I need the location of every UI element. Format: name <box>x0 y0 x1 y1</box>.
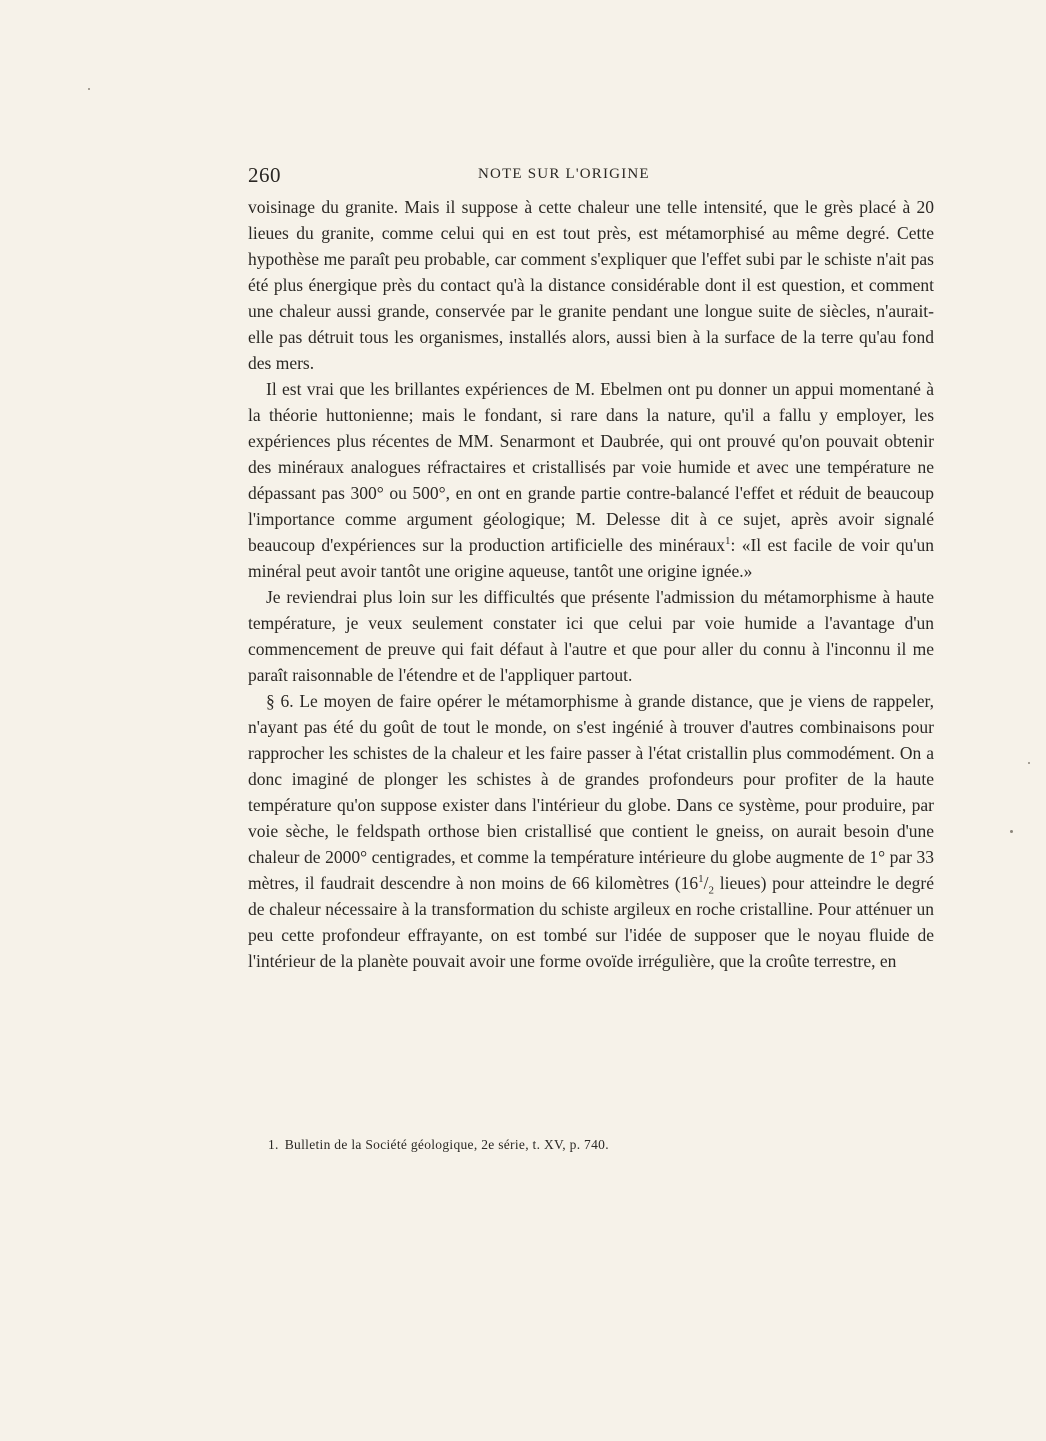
running-head <box>248 163 934 189</box>
paragraph-2-text-b: : «Il est facile de voir qu'un minéral peut avoir tantôt une origine aqueuse, tantôt une origine ignée.» <box>248 535 934 581</box>
footnote <box>268 1136 934 1154</box>
fraction-numerator: 1 <box>698 873 704 886</box>
body-text <box>248 194 934 974</box>
fraction-slash: / <box>703 873 709 893</box>
paragraph-4-text-b: lieues) pour atteindre le degré de chaleur nécessaire à la transformation du schiste argileux en roche cristalline. Pour atténuer un peu cette profondeur effrayante, on est tombé sur l'idée de supposer que le noyau fluide de l'intérieur de la planète pouvait avoir une forme ovoïde irrégulière, que la croûte terrestre, en <box>248 873 934 971</box>
paper-speck <box>1010 830 1013 833</box>
paragraph-4 <box>248 688 934 974</box>
footnote-reference: 1 <box>725 535 731 548</box>
fraction-denominator: 2 <box>708 884 715 897</box>
footnote-text: Bulletin de la Société géologique, 2e série, t. XV, p. 740. <box>284 1137 609 1152</box>
paragraph-1: voisinage du granite. Mais il suppose à cette chaleur une telle intensité, que le grès placé à 20 lieues du granite, comme celui qui en est tout près, est métamorphisé au même degré. Cette hypothèse me paraît peu probable, car comment s'expliquer que l'effet subi par le schiste n'ait pas été plus énergique près du contact qu'à la distance considérable dont il est question, et comment une chaleur aussi grande, conservée par le granite pendant une longue suite de siècles, n'aurait-elle pas détruit tous les organismes, installés alors, aussi bien à la surface de la terre qu'au fond des mers. <box>248 197 934 373</box>
paper-speck <box>88 88 90 90</box>
paper-speck <box>1028 762 1030 764</box>
paragraph-2 <box>248 376 934 584</box>
running-title: NOTE SUR L'ORIGINE <box>478 166 650 182</box>
footnote-number: 1. <box>268 1137 279 1152</box>
page-number: 260 <box>248 163 281 187</box>
paragraph-4-text-a: § 6. Le moyen de faire opérer le métamorphisme à grande distance, que je viens de rappeler, n'ayant pas été du goût de tout le monde, on s'est ingénié à trouver d'autres combinaisons pour rapprocher les schistes de la chaleur et les faire passer à l'état cristallin plus commodément. On a donc imaginé de plonger les schistes à de grandes profondeurs pour profiter de la haute température qu'on suppose exister dans l'intérieur du globe. Dans ce système, pour produire, par voie sèche, le feldspath orthose bien cristallisé que contient le gneiss, on aurait besoin d'une chaleur de 2000° centigrades, et comme la température intérieure du globe augmente de 1° par 33 mètres, il faudrait descendre à non moins de 66 kilomètres (16 <box>248 691 934 893</box>
paragraph-3: Je reviendrai plus loin sur les difficultés que présente l'admission du métamorphisme à haute température, je veux seulement constater ici que celui par voie humide a l'avantage d'un commencement de preuve qui fait défaut à l'autre et que pour aller du connu à l'inconnu il me paraît raisonnable de l'étendre et de l'appliquer partout. <box>248 587 934 685</box>
paragraph-2-text-a: Il est vrai que les brillantes expériences de M. Ebelmen ont pu donner un appui momentané à la théorie huttonienne; mais le fondant, si rare dans la nature, qu'il a fallu y employer, les expériences plus récentes de MM. Senarmont et Daubrée, qui ont prouvé qu'on pouvait obtenir des minéraux analogues réfractaires et cristallisés par voie humide et avec une température ne dépassant pas 300° ou 500°, en ont en grande partie contre-balancé l'effet et réduit de beaucoup l'importance comme argument géologique; M. Delesse dit à ce sujet, après avoir signalé beaucoup d'expériences sur la production artificielle des minéraux <box>248 379 934 555</box>
